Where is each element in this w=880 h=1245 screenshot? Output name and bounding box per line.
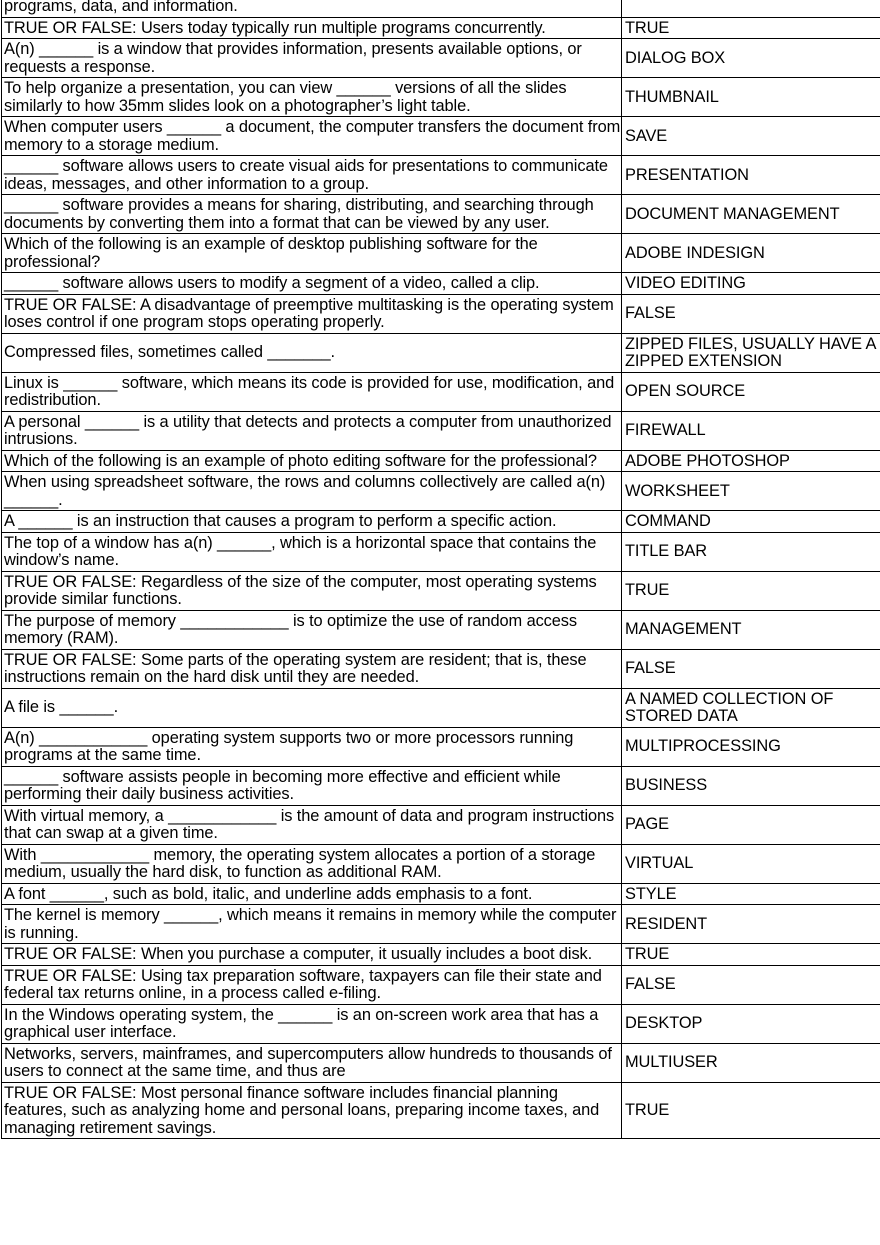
question-cell: When using spreadsheet software, the rows and columns collectively are called a(n) ______. [2,472,622,511]
answer-cell: DIALOG BOX [622,39,880,78]
answer-cell [622,0,880,17]
table-row [2,1043,880,1082]
table-row [2,411,880,450]
answer-cell: FALSE [622,294,880,333]
answer-cell: MANAGEMENT [622,610,880,649]
table-row [2,472,880,511]
table-row [2,294,880,333]
table-row [2,571,880,610]
answer-cell: PAGE [622,805,880,844]
question-cell: The kernel is memory ______, which means it remains in memory while the computer is running. [2,905,622,944]
answer-cell: FALSE [622,965,880,1004]
table-row [2,844,880,883]
answer-cell: DOCUMENT MANAGEMENT [622,195,880,234]
answer-cell: MULTIPROCESSING [622,727,880,766]
question-cell: The top of a window has a(n) ______, which is a horizontal space that contains the window’s name. [2,532,622,571]
answer-cell: WORKSHEET [622,472,880,511]
answer-cell: ADOBE PHOTOSHOP [622,450,880,472]
table-row [2,156,880,195]
answer-cell: ZIPPED FILES, USUALLY HAVE A ZIPPED EXTENSION [622,333,880,372]
question-cell: A file is ______. [2,688,622,727]
question-cell: In the Windows operating system, the ______ is an on-screen work area that has a graphical user interface. [2,1004,622,1043]
question-cell: TRUE OR FALSE: Using tax preparation software, taxpayers can file their state and federal tax returns online, in a process called e-filing. [2,965,622,1004]
table-row [2,766,880,805]
table-row [2,1004,880,1043]
question-cell: Which of the following is an example of desktop publishing software for the professional? [2,234,622,273]
table-row [2,117,880,156]
question-cell: ______ software allows users to modify a segment of a video, called a clip. [2,273,622,295]
table-row [2,372,880,411]
question-cell: Linux is ______ software, which means its code is provided for use, modification, and redistribution. [2,372,622,411]
answer-cell: THUMBNAIL [622,78,880,117]
answer-cell: FALSE [622,649,880,688]
question-cell: TRUE OR FALSE: When you purchase a computer, it usually includes a boot disk. [2,944,622,966]
table-row [2,0,880,17]
answer-cell: FIREWALL [622,411,880,450]
answer-cell: TITLE BAR [622,532,880,571]
table-row [2,273,880,295]
table-row [2,805,880,844]
question-cell: Compressed files, sometimes called _______. [2,333,622,372]
answer-cell: STYLE [622,883,880,905]
question-cell: When computer users ______ a document, the computer transfers the document from memory to a storage medium. [2,117,622,156]
table-row [2,39,880,78]
table-row [2,234,880,273]
question-cell: A(n) ______ is a window that provides information, presents available options, or requests a response. [2,39,622,78]
table-row [2,727,880,766]
answer-cell: SAVE [622,117,880,156]
answer-cell: DESKTOP [622,1004,880,1043]
question-cell: ______ software provides a means for sharing, distributing, and searching through documents by converting them into a format that can be viewed by any user. [2,195,622,234]
question-cell: A font ______, such as bold, italic, and underline adds emphasis to a font. [2,883,622,905]
question-cell: With ____________ memory, the operating system allocates a portion of a storage medium, usually the hard disk, to function as additional RAM. [2,844,622,883]
table-row [2,905,880,944]
table-row [2,965,880,1004]
question-cell: A personal ______ is a utility that detects and protects a computer from unauthorized intrusions. [2,411,622,450]
answer-cell: TRUE [622,944,880,966]
table-row [2,511,880,533]
question-cell: With virtual memory, a ____________ is the amount of data and program instructions that can swap at a given time. [2,805,622,844]
table-row [2,649,880,688]
question-cell: A ______ is an instruction that causes a program to perform a specific action. [2,511,622,533]
question-cell: A(n) ____________ operating system supports two or more processors running programs at the same time. [2,727,622,766]
answer-cell: TRUE [622,571,880,610]
answer-cell: OPEN SOURCE [622,372,880,411]
answer-cell: TRUE [622,1082,880,1139]
question-cell: TRUE OR FALSE: Regardless of the size of the computer, most operating systems provide similar functions. [2,571,622,610]
table-row [2,883,880,905]
question-cell: To help organize a presentation, you can view ______ versions of all the slides similarly to how 35mm slides look on a photographer’s light table. [2,78,622,117]
answer-cell: BUSINESS [622,766,880,805]
answer-cell: PRESENTATION [622,156,880,195]
question-cell: programs, data, and information. [2,0,622,17]
question-cell: TRUE OR FALSE: Most personal finance software includes financial planning features, such as analyzing home and personal loans, preparing income taxes, and managing retirement savings. [2,1082,622,1139]
table-body [2,0,880,1139]
table-row [2,610,880,649]
question-cell: TRUE OR FALSE: Some parts of the operating system are resident; that is, these instructions remain on the hard disk until they are needed. [2,649,622,688]
table-row [2,688,880,727]
question-cell: Which of the following is an example of photo editing software for the professional? [2,450,622,472]
answer-cell: A NAMED COLLECTION OF STORED DATA [622,688,880,727]
question-cell: TRUE OR FALSE: Users today typically run multiple programs concurrently. [2,17,622,39]
question-cell: ______ software allows users to create visual aids for presentations to communicate ideas, messages, and other information to a group. [2,156,622,195]
answer-cell: VIDEO EDITING [622,273,880,295]
question-cell: TRUE OR FALSE: A disadvantage of preemptive multitasking is the operating system loses control if one program stops operating properly. [2,294,622,333]
table-row [2,450,880,472]
table-row [2,333,880,372]
question-answer-table [1,0,880,1139]
question-cell: Networks, servers, mainframes, and supercomputers allow hundreds to thousands of users to connect at the same time, and thus are [2,1043,622,1082]
answer-cell: COMMAND [622,511,880,533]
question-cell: ______ software assists people in becoming more effective and efficient while performing their daily business activities. [2,766,622,805]
table-row [2,532,880,571]
question-cell: The purpose of memory ____________ is to optimize the use of random access memory (RAM). [2,610,622,649]
table-row [2,78,880,117]
answer-cell: VIRTUAL [622,844,880,883]
table-row [2,195,880,234]
table-row [2,1082,880,1139]
answer-cell: MULTIUSER [622,1043,880,1082]
table-row [2,944,880,966]
table-row [2,17,880,39]
answer-cell: RESIDENT [622,905,880,944]
answer-cell: TRUE [622,17,880,39]
answer-cell: ADOBE INDESIGN [622,234,880,273]
